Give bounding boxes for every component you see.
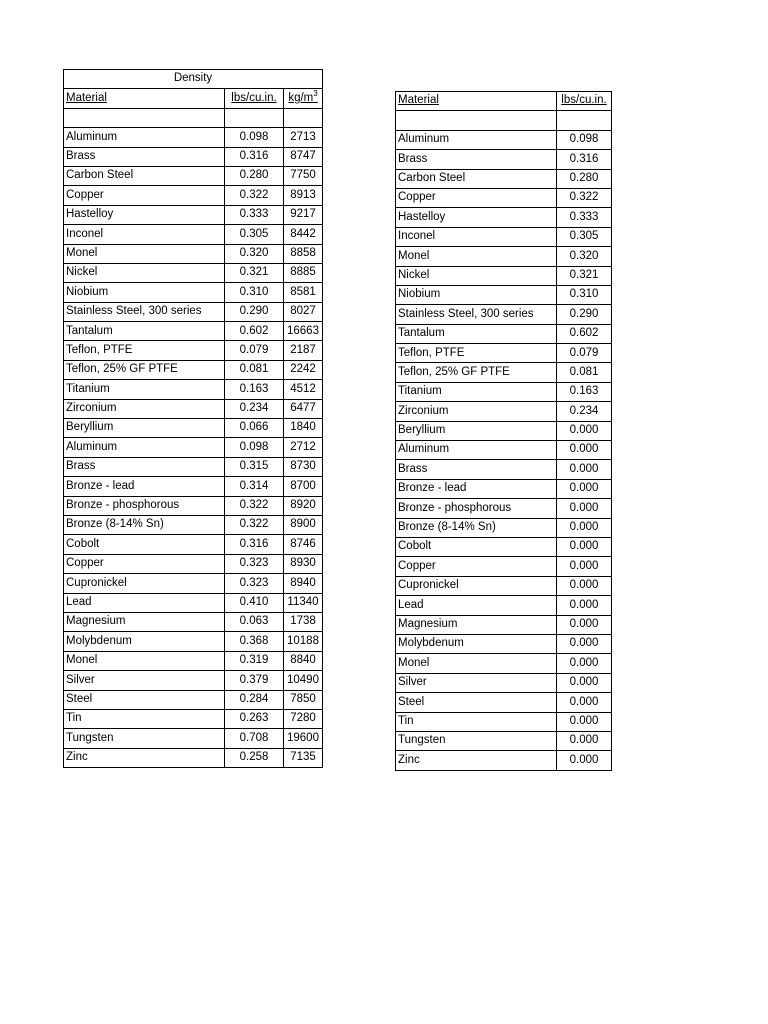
- material-cell: Bronze - phosphorous: [64, 496, 225, 515]
- lbs-cell: 0.602: [225, 322, 284, 341]
- table-row: [396, 693, 612, 712]
- material-cell: Copper: [396, 557, 557, 576]
- lbs-cell: 0.368: [225, 632, 284, 651]
- blank-row: [64, 108, 323, 127]
- table-row: [64, 515, 323, 534]
- kg-cell: 8900: [284, 515, 323, 534]
- material-cell: Aluminum: [64, 128, 225, 147]
- material-cell: Monel: [396, 247, 557, 266]
- table-row: [396, 751, 612, 770]
- kg-cell: 8913: [284, 186, 323, 205]
- table-row: [396, 421, 612, 440]
- kg-cell: 4512: [284, 380, 323, 399]
- material-cell: Cupronickel: [396, 576, 557, 595]
- lbs-cell: 0.000: [557, 712, 612, 731]
- table-row: [64, 729, 323, 748]
- material-cell: Tin: [396, 712, 557, 731]
- lbs-cell: 0.066: [225, 419, 284, 438]
- material-cell: Aluminum: [396, 130, 557, 149]
- table-row: [64, 709, 323, 728]
- material-cell: Hastelloy: [64, 205, 225, 224]
- material-cell: Molybdenum: [396, 634, 557, 653]
- blank-cell: [225, 108, 284, 127]
- material-cell: Teflon, PTFE: [64, 341, 225, 360]
- table-row: [64, 128, 323, 147]
- material-cell: Inconel: [64, 225, 225, 244]
- material-cell: Aluminum: [64, 438, 225, 457]
- material-cell: Molybdenum: [64, 632, 225, 651]
- kg-cell: 8920: [284, 496, 323, 515]
- kg-cell: 10188: [284, 632, 323, 651]
- table-row: [64, 671, 323, 690]
- lbs-cell: 0.321: [225, 263, 284, 282]
- kg-cell: 8442: [284, 225, 323, 244]
- blank-cell: [557, 111, 612, 130]
- table-row: [64, 205, 323, 224]
- kg-header-superscript: 3: [313, 89, 318, 98]
- lbs-cell: 0.305: [225, 225, 284, 244]
- lbs-cell: 0.290: [557, 305, 612, 324]
- blank-cell: [64, 108, 225, 127]
- material-cell: Tungsten: [396, 731, 557, 750]
- material-cell: Bronze - lead: [64, 477, 225, 496]
- material-cell: Steel: [64, 690, 225, 709]
- table-row: [64, 244, 323, 263]
- table-row: [396, 615, 612, 634]
- lbs-cell: 0.319: [225, 651, 284, 670]
- kg-cell: 8027: [284, 302, 323, 321]
- kg-cell: 10490: [284, 671, 323, 690]
- material-cell: Tin: [64, 709, 225, 728]
- kg-cell: 1738: [284, 612, 323, 631]
- table-row: [64, 651, 323, 670]
- table-row: [64, 612, 323, 631]
- table-row: [396, 344, 612, 363]
- lbs-cell: 0.263: [225, 709, 284, 728]
- table-row: [64, 166, 323, 185]
- lbs-column-header: lbs/cu.in.: [225, 89, 284, 108]
- table-row: [396, 402, 612, 421]
- kg-cell: 8858: [284, 244, 323, 263]
- lbs-cell: 0.305: [557, 227, 612, 246]
- table-row: [396, 227, 612, 246]
- lbs-cell: 0.000: [557, 673, 612, 692]
- kg-cell: 8746: [284, 535, 323, 554]
- kg-cell: 16663: [284, 322, 323, 341]
- material-cell: Tantalum: [64, 322, 225, 341]
- material-cell: Brass: [396, 460, 557, 479]
- table-row: [64, 690, 323, 709]
- material-cell: Inconel: [396, 227, 557, 246]
- table-row: [396, 363, 612, 382]
- table-row: [396, 266, 612, 285]
- lbs-cell: 0.321: [557, 266, 612, 285]
- lbs-cell: 0.000: [557, 479, 612, 498]
- lbs-cell: 0.079: [225, 341, 284, 360]
- density-table-right: [395, 91, 612, 771]
- table-row: [396, 130, 612, 149]
- lbs-cell: 0.322: [225, 515, 284, 534]
- lbs-cell: 0.708: [225, 729, 284, 748]
- table-title: Density: [64, 70, 323, 89]
- table-row: [396, 460, 612, 479]
- material-cell: Magnesium: [64, 612, 225, 631]
- table-row: [396, 673, 612, 692]
- material-column-header: Material: [396, 92, 557, 111]
- lbs-cell: 0.280: [557, 169, 612, 188]
- material-cell: Niobium: [396, 285, 557, 304]
- material-cell: Silver: [64, 671, 225, 690]
- kg-cell: 9217: [284, 205, 323, 224]
- material-cell: Nickel: [396, 266, 557, 285]
- blank-cell: [284, 108, 323, 127]
- table-row: [396, 150, 612, 169]
- table-title-row: [64, 70, 323, 89]
- blank-cell: [396, 111, 557, 130]
- lbs-cell: 0.410: [225, 593, 284, 612]
- table-row: [64, 457, 323, 476]
- table-row: [64, 554, 323, 573]
- table-header-row: [64, 89, 323, 108]
- lbs-cell: 0.280: [225, 166, 284, 185]
- material-cell: Bronze (8-14% Sn): [396, 518, 557, 537]
- lbs-cell: 0.000: [557, 460, 612, 479]
- material-cell: Beryllium: [396, 421, 557, 440]
- table-row: [64, 263, 323, 282]
- table-row: [64, 283, 323, 302]
- table-row: [396, 596, 612, 615]
- table-row: [396, 634, 612, 653]
- kg-cell: 8885: [284, 263, 323, 282]
- material-cell: Teflon, 25% GF PTFE: [64, 360, 225, 379]
- table-row: [396, 441, 612, 460]
- kg-cell: 6477: [284, 399, 323, 418]
- kg-cell: 11340: [284, 593, 323, 612]
- table-row: [396, 324, 612, 343]
- blank-row: [396, 111, 612, 130]
- kg-cell: 7850: [284, 690, 323, 709]
- lbs-cell: 0.310: [225, 283, 284, 302]
- lbs-cell: 0.000: [557, 634, 612, 653]
- material-cell: Zinc: [64, 748, 225, 767]
- material-cell: Steel: [396, 693, 557, 712]
- table-row: [64, 496, 323, 515]
- table-row: [64, 399, 323, 418]
- lbs-cell: 0.081: [557, 363, 612, 382]
- lbs-cell: 0.098: [225, 128, 284, 147]
- table-row: [64, 438, 323, 457]
- lbs-cell: 0.322: [557, 188, 612, 207]
- table-row: [396, 188, 612, 207]
- kg-cell: 8940: [284, 574, 323, 593]
- lbs-cell: 0.258: [225, 748, 284, 767]
- material-cell: Zirconium: [396, 402, 557, 421]
- table-row: [396, 247, 612, 266]
- lbs-cell: 0.000: [557, 499, 612, 518]
- table-row: [396, 169, 612, 188]
- table-row: [64, 302, 323, 321]
- lbs-cell: 0.000: [557, 693, 612, 712]
- table-header-row: [396, 92, 612, 111]
- kg-cell: 2187: [284, 341, 323, 360]
- lbs-cell: 0.000: [557, 654, 612, 673]
- material-cell: Cupronickel: [64, 574, 225, 593]
- lbs-cell: 0.284: [225, 690, 284, 709]
- lbs-cell: 0.310: [557, 285, 612, 304]
- kg-cell: 8700: [284, 477, 323, 496]
- lbs-cell: 0.098: [225, 438, 284, 457]
- lbs-cell: 0.000: [557, 421, 612, 440]
- table-row: [396, 712, 612, 731]
- lbs-cell: 0.323: [225, 574, 284, 593]
- lbs-cell: 0.163: [225, 380, 284, 399]
- material-cell: Bronze - phosphorous: [396, 499, 557, 518]
- kg-cell: 7135: [284, 748, 323, 767]
- lbs-cell: 0.000: [557, 557, 612, 576]
- table-row: [64, 225, 323, 244]
- material-column-header: Material: [64, 89, 225, 108]
- material-cell: Bronze - lead: [396, 479, 557, 498]
- lbs-cell: 0.000: [557, 751, 612, 770]
- material-cell: Niobium: [64, 283, 225, 302]
- lbs-cell: 0.379: [225, 671, 284, 690]
- table-row: [64, 535, 323, 554]
- material-cell: Carbon Steel: [64, 166, 225, 185]
- material-cell: Brass: [396, 150, 557, 169]
- lbs-cell: 0.322: [225, 496, 284, 515]
- table-row: [396, 382, 612, 401]
- table-row: [64, 322, 323, 341]
- material-cell: Copper: [64, 186, 225, 205]
- material-cell: Monel: [64, 244, 225, 263]
- material-cell: Nickel: [64, 263, 225, 282]
- lbs-cell: 0.323: [225, 554, 284, 573]
- lbs-cell: 0.000: [557, 518, 612, 537]
- material-cell: Copper: [64, 554, 225, 573]
- lbs-cell: 0.000: [557, 615, 612, 634]
- kg-cell: 8581: [284, 283, 323, 302]
- kg-cell: 1840: [284, 419, 323, 438]
- material-cell: Lead: [396, 596, 557, 615]
- material-cell: Brass: [64, 147, 225, 166]
- material-cell: Stainless Steel, 300 series: [64, 302, 225, 321]
- table-row: [64, 419, 323, 438]
- kg-cell: 2713: [284, 128, 323, 147]
- kg-cell: 8930: [284, 554, 323, 573]
- material-cell: Copper: [396, 188, 557, 207]
- kg-cell: 2242: [284, 360, 323, 379]
- table-row: [64, 360, 323, 379]
- lbs-cell: 0.320: [557, 247, 612, 266]
- lbs-cell: 0.234: [225, 399, 284, 418]
- lbs-cell: 0.290: [225, 302, 284, 321]
- table-row: [396, 285, 612, 304]
- material-cell: Magnesium: [396, 615, 557, 634]
- table-row: [396, 479, 612, 498]
- material-cell: Brass: [64, 457, 225, 476]
- material-cell: Hastelloy: [396, 208, 557, 227]
- material-cell: Teflon, 25% GF PTFE: [396, 363, 557, 382]
- kg-cell: 7280: [284, 709, 323, 728]
- table-row: [64, 574, 323, 593]
- kg-column-header: [284, 89, 323, 108]
- lbs-cell: 0.316: [225, 535, 284, 554]
- lbs-cell: 0.000: [557, 441, 612, 460]
- table-row: [64, 748, 323, 767]
- material-cell: Bronze (8-14% Sn): [64, 515, 225, 534]
- table-row: [64, 147, 323, 166]
- material-cell: Teflon, PTFE: [396, 344, 557, 363]
- material-cell: Titanium: [64, 380, 225, 399]
- table-row: [396, 557, 612, 576]
- lbs-column-header: lbs/cu.in.: [557, 92, 612, 111]
- lbs-cell: 0.000: [557, 576, 612, 595]
- kg-cell: 8840: [284, 651, 323, 670]
- table-row: [396, 518, 612, 537]
- table-row: [64, 632, 323, 651]
- table-row: [64, 593, 323, 612]
- table-row: [396, 731, 612, 750]
- lbs-cell: 0.316: [225, 147, 284, 166]
- lbs-cell: 0.000: [557, 596, 612, 615]
- kg-cell: 2712: [284, 438, 323, 457]
- material-cell: Titanium: [396, 382, 557, 401]
- lbs-cell: 0.316: [557, 150, 612, 169]
- material-cell: Stainless Steel, 300 series: [396, 305, 557, 324]
- material-cell: Aluminum: [396, 441, 557, 460]
- lbs-cell: 0.333: [225, 205, 284, 224]
- lbs-cell: 0.322: [225, 186, 284, 205]
- kg-cell: 8747: [284, 147, 323, 166]
- lbs-cell: 0.234: [557, 402, 612, 421]
- material-cell: Zirconium: [64, 399, 225, 418]
- material-cell: Cobolt: [64, 535, 225, 554]
- kg-cell: 19600: [284, 729, 323, 748]
- table-row: [396, 305, 612, 324]
- material-cell: Zinc: [396, 751, 557, 770]
- material-cell: Silver: [396, 673, 557, 692]
- table-row: [396, 499, 612, 518]
- lbs-cell: 0.315: [225, 457, 284, 476]
- table-row: [396, 654, 612, 673]
- material-cell: Monel: [64, 651, 225, 670]
- lbs-cell: 0.000: [557, 731, 612, 750]
- material-cell: Lead: [64, 593, 225, 612]
- lbs-cell: 0.098: [557, 130, 612, 149]
- lbs-cell: 0.000: [557, 537, 612, 556]
- material-cell: Tungsten: [64, 729, 225, 748]
- material-cell: Cobolt: [396, 537, 557, 556]
- material-cell: Beryllium: [64, 419, 225, 438]
- table-row: [396, 576, 612, 595]
- lbs-cell: 0.063: [225, 612, 284, 631]
- table-row: [64, 477, 323, 496]
- kg-cell: 8730: [284, 457, 323, 476]
- table-row: [64, 341, 323, 360]
- table-row: [64, 380, 323, 399]
- lbs-cell: 0.333: [557, 208, 612, 227]
- kg-cell: 7750: [284, 166, 323, 185]
- table-row: [396, 537, 612, 556]
- lbs-cell: 0.602: [557, 324, 612, 343]
- lbs-cell: 0.320: [225, 244, 284, 263]
- table-row: [64, 186, 323, 205]
- table-row: [396, 208, 612, 227]
- lbs-cell: 0.081: [225, 360, 284, 379]
- density-table-left: [63, 69, 323, 768]
- lbs-cell: 0.314: [225, 477, 284, 496]
- kg-header-text: kg/m: [288, 91, 314, 104]
- material-cell: Carbon Steel: [396, 169, 557, 188]
- material-cell: Monel: [396, 654, 557, 673]
- lbs-cell: 0.079: [557, 344, 612, 363]
- lbs-cell: 0.163: [557, 382, 612, 401]
- material-cell: Tantalum: [396, 324, 557, 343]
